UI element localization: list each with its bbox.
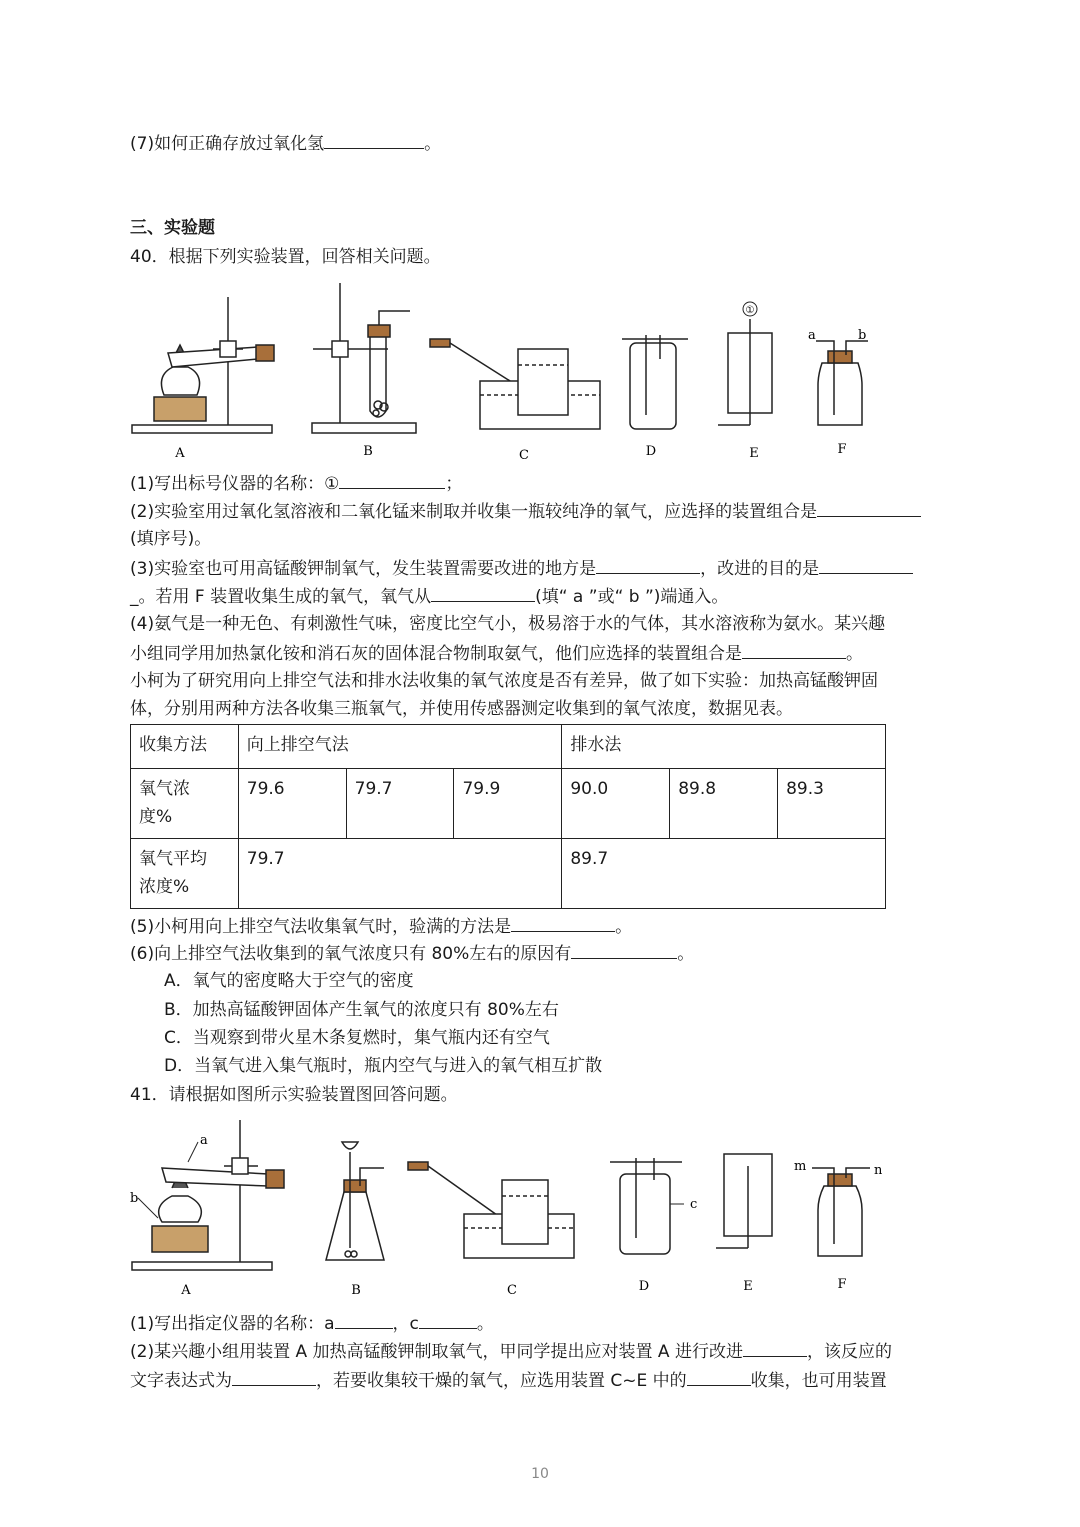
- table-cell: 90.0: [562, 769, 670, 839]
- table-cell: 79.6: [238, 769, 346, 839]
- q41-port-n: n: [874, 1163, 883, 1178]
- q40-s1-end: ；: [445, 474, 463, 494]
- q41-label-d: D: [638, 1279, 650, 1294]
- q41-s2-blank-3[interactable]: [687, 1369, 751, 1386]
- q41-device-a: [132, 1120, 284, 1270]
- q41-s2-blank-2[interactable]: [232, 1369, 316, 1386]
- q41-s2-blank-1[interactable]: [743, 1340, 807, 1357]
- option-c[interactable]: C．当观察到带火星木条复燃时，集气瓶内还有空气: [164, 1028, 550, 1048]
- table-row1-label: [131, 769, 239, 839]
- q40-s4-blank[interactable]: [742, 642, 846, 659]
- q40-s2-text: (2)实验室用过氧化氢溶液和二氧化锰来制取并收集一瓶较纯净的氧气，应选择的装置组合是: [130, 502, 818, 522]
- table-cell: 79.7: [238, 839, 562, 909]
- q40-s4-text: 小组同学用加热氯化铵和消石灰的固体混合物制取氨气，他们应选择的装置组合是: [130, 644, 742, 664]
- q40-intro-line2: 体，分别用两种方法各收集三瓶氧气，并使用传感器测定收集到的氧气浓度，数据见表。: [130, 699, 793, 719]
- q40-s3-cont: [130, 585, 728, 608]
- q40-s3: [130, 557, 913, 580]
- q41-s2-l2-b: ，若要收集较干燥的氧气，应选用装置 C~E 中的: [316, 1371, 687, 1391]
- q41-mark-a: a: [200, 1133, 208, 1148]
- row2-label-part1: 氧气平均: [139, 849, 207, 869]
- q40-device-f: [816, 341, 868, 425]
- q41-port-m: m: [794, 1159, 807, 1174]
- q41-label-b: B: [351, 1283, 361, 1298]
- q41-s2-line2: [130, 1369, 887, 1392]
- q40-device-b: [312, 283, 416, 433]
- table-header-water: 排水法: [562, 725, 886, 769]
- q40-s4-line1: (4)氨气是一种无色、有刺激性气味，密度比空气小，极易溶于水的气体，其水溶液称为氨水。某兴趣: [130, 614, 886, 634]
- q7-end: 。: [424, 134, 442, 154]
- table-row: [131, 839, 886, 909]
- q40-s5-end: 。: [615, 917, 633, 937]
- q40-s4-end: 。: [846, 644, 863, 664]
- q40-s6-end: 。: [677, 944, 695, 964]
- table-cell: 89.7: [562, 839, 886, 909]
- q41-s1-blank-a[interactable]: [335, 1312, 393, 1329]
- q40-s6-text: (6)向上排空气法收集到的氧气浓度只有 80%左右的原因有: [130, 944, 572, 964]
- page-number: 10: [531, 1466, 549, 1482]
- q40-s2: [130, 500, 921, 523]
- q40-intro-line1: 小柯为了研究用向上排空气法和排水法收集的氧气浓度是否有差异，做了如下实验：加热高锰酸钾固: [130, 671, 878, 691]
- q40-marker-1: ①: [745, 305, 755, 316]
- q41-device-c: [408, 1162, 574, 1258]
- q40-label-d: D: [645, 444, 657, 459]
- q7-line: [130, 132, 441, 155]
- q41-stem: 41．请根据如图所示实验装置图回答问题。: [130, 1085, 458, 1105]
- q41-mark-b: b: [130, 1191, 139, 1206]
- q7-answer-blank[interactable]: [324, 132, 424, 149]
- q40-stem: 40．根据下列实验装置，回答相关问题。: [130, 247, 441, 267]
- q41-device-b: [326, 1142, 384, 1260]
- q40-label-a: A: [175, 446, 185, 461]
- q41-s1-mid: ，c: [392, 1314, 419, 1334]
- q40-s2-blank[interactable]: [817, 500, 921, 517]
- q40-label-b: B: [363, 444, 373, 459]
- q40-s1: [130, 472, 462, 495]
- table-header-method: 收集方法: [131, 725, 239, 769]
- q41-label-a: A: [181, 1283, 191, 1298]
- q40-label-c: C: [519, 448, 529, 463]
- q40-s3-cont-post: (填“ a ”或“ b ”)端通入。: [535, 587, 729, 607]
- q40-port-a: a: [808, 328, 816, 343]
- table-cell: 89.8: [670, 769, 778, 839]
- q41-device-f: [812, 1168, 870, 1256]
- q41-label-f: F: [837, 1277, 847, 1292]
- table-row: [131, 769, 886, 839]
- table-cell: 79.9: [454, 769, 562, 839]
- q41-s2-line1: [130, 1340, 892, 1363]
- q40-s1-text: (1)写出标号仪器的名称：①: [130, 474, 340, 494]
- q41-s2-l1-post: ，该反应的: [806, 1342, 892, 1362]
- q41-s1-blank-c[interactable]: [419, 1312, 477, 1329]
- q40-device-a: [132, 297, 274, 433]
- q40-s3-blank-2[interactable]: [819, 557, 913, 574]
- option-b[interactable]: B．加热高锰酸钾固体产生氧气的浓度只有 80%左右: [164, 1000, 559, 1020]
- q41-label-c: C: [507, 1283, 517, 1298]
- table-cell: 79.7: [346, 769, 454, 839]
- q41-label-e: E: [743, 1279, 753, 1294]
- q41-s1: [130, 1312, 494, 1335]
- table-row2-label: [131, 839, 239, 909]
- oxygen-concentration-table: [130, 724, 886, 909]
- q41-s1-end: 。: [476, 1314, 494, 1334]
- q41-apparatus-figure: [128, 1118, 888, 1304]
- q40-label-f: F: [837, 442, 847, 457]
- section-title: 三、实验题: [130, 218, 215, 238]
- q40-device-c: [430, 339, 600, 429]
- table-header-upward: 向上排空气法: [238, 725, 562, 769]
- q41-device-d: [610, 1158, 684, 1254]
- table-row: [131, 725, 886, 769]
- q40-s3-mid: ，改进的目的是: [700, 559, 820, 579]
- option-d[interactable]: D．当氧气进入集气瓶时，瓶内空气与进入的氧气相互扩散: [164, 1056, 603, 1076]
- q40-s5: [130, 915, 632, 938]
- q41-s2-l2-c: 收集，也可用装置: [750, 1371, 887, 1391]
- q40-s1-blank[interactable]: [339, 472, 445, 489]
- q41-s1-pre: (1)写出指定仪器的名称：a: [130, 1314, 335, 1334]
- q40-device-d: [622, 335, 688, 429]
- table-cell: 89.3: [778, 769, 886, 839]
- q40-s5-text: (5)小柯用向上排空气法收集氧气时，验满的方法是: [130, 917, 512, 937]
- q40-s5-blank[interactable]: [511, 915, 615, 932]
- q40-s4-line2: [130, 642, 863, 665]
- q40-s6: [130, 942, 694, 965]
- q40-port-b: b: [858, 328, 867, 343]
- q7-text: (7)如何正确存放过氧化氢: [130, 134, 325, 154]
- q40-s3-text: (3)实验室也可用高锰酸钾制氧气，发生装置需要改进的地方是: [130, 559, 597, 579]
- q40-device-e: [718, 319, 772, 425]
- q40-apparatus-figure: [128, 275, 888, 465]
- q40-s3-blank-1[interactable]: [596, 557, 700, 574]
- q41-s2-l2-a: 文字表达式为: [130, 1371, 232, 1391]
- q40-s2-cont: (填序号)。: [130, 529, 212, 549]
- q40-s6-blank[interactable]: [571, 942, 677, 959]
- option-a[interactable]: A．氧气的密度略大于空气的密度: [164, 971, 414, 991]
- row1-label-part2: 度%: [139, 807, 173, 827]
- q40-s3-blank-3[interactable]: [431, 585, 535, 602]
- row2-label-part2: 浓度%: [139, 877, 190, 897]
- q41-device-e: [716, 1154, 772, 1248]
- row1-label-part1: 氧气浓: [139, 779, 190, 799]
- q41-mark-c: c: [690, 1197, 698, 1212]
- q40-label-e: E: [749, 446, 759, 461]
- q41-s2-l1-pre: (2)某兴趣小组用装置 A 加热高锰酸钾制取氧气，甲同学提出应对装置 A 进行改进: [130, 1342, 743, 1362]
- q40-s3-cont-pre: _。若用 F 装置收集生成的氧气，氧气从: [130, 587, 432, 607]
